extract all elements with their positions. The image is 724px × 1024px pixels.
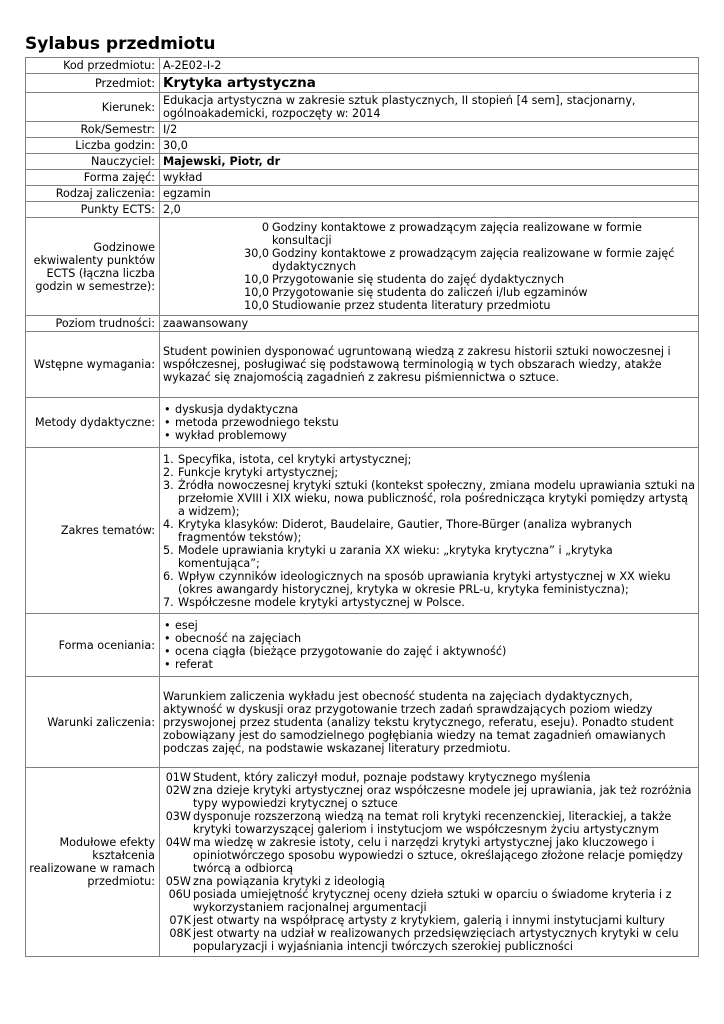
outcome-item [163,836,695,875]
row-forma [26,170,699,186]
item-number: 1. [163,453,174,466]
item-text: Krytyka klasyków: Diderot, Baudelaire, Gautier, Thore-Bürger (analiza wybranych fragmentów tekstów); [178,518,632,544]
outcome-code: 01W [165,771,191,784]
list-item: • esej [163,619,695,632]
label-ekwiwalenty: Godzinowe ekwiwalenty punktów ECTS (łączna liczba godzin w semestrze): [26,218,160,316]
syllabus-table [25,57,699,957]
value-kierunek: Edukacja artystyczna w zakresie sztuk plastycznych, II stopień [4 sem], stacjonarny, ogólnoakademicki, rozpoczęty w: 2014 [160,93,699,122]
hours-value: 0 [261,221,269,234]
row-rodzaj [26,186,699,202]
list-item [163,544,695,570]
label-wymagania: Wstępne wymagania: [26,332,160,398]
outcome-text: zna dzieje krytyki artystycznej oraz współczesne modele jej uprawiania, jak też rozróżnia typy wypowiedzi krytycznej o sztuce [193,784,692,810]
item-text: Wpływ czynników ideologicznych na sposób uprawiania krytyki artystycznej w XX wieku (okres awangardy historycznej, krytyka w okresie PRL-u, krytyka feministyczna); [178,570,671,596]
item-text: Funkcje krytyki artystycznej; [178,466,339,479]
value-tematy [160,448,699,614]
list-item [163,453,695,466]
list-item: • ocena ciągła (bieżące przygotowanie do zajęć i aktywność) [163,645,695,658]
list-item: • dyskusja dydaktyczna [163,403,695,416]
label-nauczyciel: Nauczyciel: [26,154,160,170]
label-forma: Forma zajęć: [26,170,160,186]
outcome-item [163,771,695,784]
value-rok: I/2 [160,122,699,138]
label-tematy: Zakres tematów: [26,448,160,614]
hours-value: 10,0 [244,273,269,286]
list-item [163,570,695,596]
label-warunki: Warunki zaliczenia: [26,677,160,768]
item-text: Specyfika, istota, cel krytyki artystycznej; [178,453,412,466]
outcome-code: 08K [169,927,191,940]
label-rok: Rok/Semestr: [26,122,160,138]
item-number: 7. [163,596,174,609]
outcome-code: 02W [165,784,191,797]
list-item: • wykład problemowy [163,429,695,442]
label-przedmiot: Przedmiot: [26,74,160,93]
row-nauczyciel [26,154,699,170]
list-item: • obecność na zajęciach [163,632,695,645]
value-ects: 2,0 [160,202,699,218]
row-warunki [26,677,699,768]
value-poziom: zaawansowany [160,316,699,332]
label-poziom: Poziom trudności: [26,316,160,332]
label-rodzaj: Rodzaj zaliczenia: [26,186,160,202]
item-text: Współczesne modele krytyki artystycznej w Polsce. [178,596,465,609]
value-metody [160,398,699,448]
hours-description: Godziny kontaktowe z prowadzącym zajęcia realizowane w formie konsultacji [272,221,642,247]
row-wymagania [26,332,699,398]
hours-value: 30,0 [244,247,269,260]
item-text: Modele uprawiania krytyki u zarania XX wieku: „krytyka krytyczna” i „krytyka komentująca”; [178,544,613,570]
topics-list [163,453,695,609]
value-wymagania [160,332,699,398]
value-rodzaj: egzamin [160,186,699,202]
outcome-code: 03W [165,810,191,823]
outcome-text: posiada umiejętność krytycznej oceny dzieła sztuki w oparciu o świadome kryteria i z wykorzystaniem racjonalnej argumentacji [193,888,672,914]
hours-item [163,299,695,312]
hours-description: Studiowanie przez studenta literatury przedmiotu [272,299,551,312]
assessment-list [163,619,695,671]
label-ocenianie: Forma oceniania: [26,614,160,677]
list-item [163,518,695,544]
methods-list [163,403,695,442]
outcome-text: jest otwarty na udział w realizowanych przedsięwzięciach artystycznych krytyki w celu popularyzacji i wyjaśniania intencji twórczych szerokiej publiczności [193,927,679,953]
hours-value: 10,0 [244,286,269,299]
row-ects [26,202,699,218]
value-kod: A-2E02-I-2 [160,58,699,74]
hours-item [163,221,695,247]
list-item: • metoda przewodniego tekstu [163,416,695,429]
value-ocenianie [160,614,699,677]
row-przedmiot [26,74,699,93]
value-forma: wykład [160,170,699,186]
outcome-text: ma wiedzę w zakresie istoty, celu i narzędzi krytyki artystycznej jako kluczowego i opiniotwórczego sposobu wypowiedzi o sztuce, określającego złożone relacje pomiędzy twórcą a odbiorcą [193,836,683,875]
item-text: Źródła nowoczesnej krytyki sztuki (kontekst społeczny, zmiana modelu uprawiania sztuki na przełomie XVIII i XIX wieku, nowa publiczność, rola pośrednicząca krytyki pomiędzy artystą a widzem); [178,479,695,518]
label-ects: Punkty ECTS: [26,202,160,218]
outcome-text: Student, który zaliczył moduł, poznaje podstawy krytycznego myślenia [193,771,591,784]
row-metody [26,398,699,448]
outcome-code: 05W [165,875,191,888]
outcome-item [163,810,695,836]
page-title: Sylabus przedmiotu [25,34,216,54]
row-godziny [26,138,699,154]
list-item [163,479,695,518]
item-number: 2. [163,466,174,479]
value-ekwiwalenty [160,218,699,316]
hours-item [163,286,695,299]
outcome-item [163,927,695,953]
value-przedmiot: Krytyka artystyczna [160,74,699,93]
value-efekty [160,768,699,957]
item-number: 6. [163,570,174,583]
row-ocenianie [26,614,699,677]
hours-value: 10,0 [244,299,269,312]
list-item [163,466,695,479]
item-number: 5. [163,544,174,557]
row-poziom [26,316,699,332]
hours-description: Godziny kontaktowe z prowadzącym zajęcia realizowane w formie zajęć dydaktycznych [272,247,675,273]
item-number: 4. [163,518,174,531]
list-item: • referat [163,658,695,671]
outcome-code: 04W [165,836,191,849]
outcome-text: jest otwarty na współpracę artysty z krytykiem, galerią i innymi instytucjami kultury [193,914,665,927]
label-kierunek: Kierunek: [26,93,160,122]
value-warunki [160,677,699,768]
requirements-text: Student powinien dysponować ugruntowaną wiedzą z zakresu historii sztuki nowoczesnej i współczesnej, posługiwać się podstawową terminologią w tych obszarach wiedzy, atakże wykazać się znajomością zagadnień z zakresu piśmiennictwa o sztuce. [163,345,671,384]
row-efekty [26,768,699,957]
label-metody: Metody dydaktyczne: [26,398,160,448]
outcome-text: dysponuje rozszerzoną wiedzą na temat roli krytyki recenzenckiej, literackiej, a także krytyki towarzyszącej galeriom i instytucjom we współczesnym życiu artystycznym [193,810,672,836]
conditions-text: Warunkiem zaliczenia wykładu jest obecność studenta na zajęciach dydaktycznych, aktywność w dyskusji oraz przygotowanie trzech zadań sprawdzających poziom wiedzy przyswojonej przez studenta (analizy tekstu krytycznego, referatu, eseju). Ponadto student zobowiązany jest do samodzielnego pogłębiania wiedzy na temat zagadnień omawianych podczas zajęć, na podstawie wskazanej literatury przedmiotu. [163,690,674,755]
label-kod: Kod przedmiotu: [26,58,160,74]
outcome-item [163,875,695,888]
row-rok [26,122,699,138]
list-item [163,596,695,609]
row-kierunek [26,93,699,122]
value-nauczyciel: Majewski, Piotr, dr [160,154,699,170]
outcome-item [163,784,695,810]
outcome-code: 06U [168,888,191,901]
label-godziny: Liczba godzin: [26,138,160,154]
hours-item [163,247,695,273]
label-efekty: Modułowe efekty kształcenia realizowane w ramach przedmiotu: [26,768,160,957]
outcome-item [163,888,695,914]
row-tematy [26,448,699,614]
outcome-item [163,914,695,927]
hours-description: Przygotowanie się studenta do zajęć dydaktycznych [272,273,565,286]
outcome-text: zna powiązania krytyki z ideologią [193,875,386,888]
item-number: 3. [163,479,174,492]
hours-item [163,273,695,286]
value-godziny: 30,0 [160,138,699,154]
row-kod [26,58,699,74]
outcome-code: 07K [169,914,191,927]
row-ekwiwalenty [26,218,699,316]
hours-description: Przygotowanie się studenta do zaliczeń i/lub egzaminów [272,286,588,299]
